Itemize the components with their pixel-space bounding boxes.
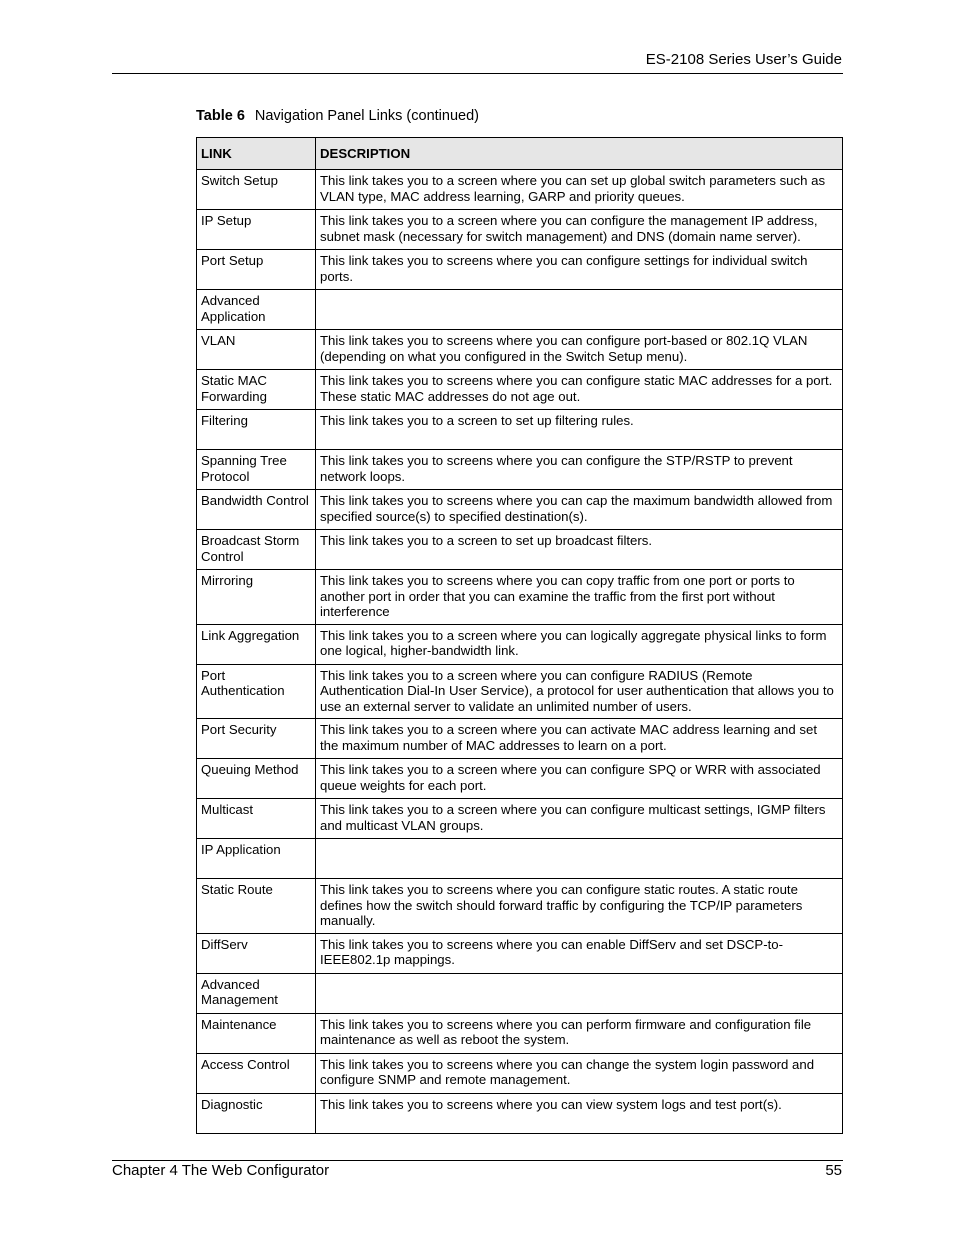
table-row xyxy=(197,624,843,664)
column-header-description: DESCRIPTION xyxy=(316,138,843,170)
table-row xyxy=(197,1053,843,1093)
table-number: Table 6 xyxy=(196,108,245,124)
link-cell: Maintenance xyxy=(197,1013,316,1053)
description-cell: This link takes you to screens where you can view system logs and test port(s). xyxy=(316,1093,843,1133)
table-row xyxy=(197,330,843,370)
link-cell: Switch Setup xyxy=(197,170,316,210)
link-cell: Mirroring xyxy=(197,570,316,625)
description-cell: This link takes you to screens where you can configure port-based or 802.1Q VLAN (depending on what you configured in the Switch Setup menu). xyxy=(316,330,843,370)
table-row xyxy=(197,290,843,330)
table-title: Navigation Panel Links (continued) xyxy=(254,108,479,124)
link-cell: Queuing Method xyxy=(197,759,316,799)
description-cell: This link takes you to a screen where you can configure RADIUS (Remote Authentication Dial-In User Service), a protocol for user authentication that allows you to use an external server to validate an unlimited number of users. xyxy=(316,664,843,719)
description-cell: This link takes you to screens where you can configure static routes. A static route defines how the switch should forward traffic by configuring the TCP/IP parameters manually. xyxy=(316,879,843,934)
link-cell: VLAN xyxy=(197,330,316,370)
link-cell: Advanced Application xyxy=(197,290,316,330)
description-cell: This link takes you to screens where you can configure settings for individual switch ports. xyxy=(316,250,843,290)
link-cell: Port Authentication xyxy=(197,664,316,719)
link-cell: DiffServ xyxy=(197,933,316,973)
guide-title: ES-2108 Series User’s Guide xyxy=(645,51,842,68)
link-cell: IP Application xyxy=(197,839,316,879)
table-row xyxy=(197,170,843,210)
navigation-panel-links-table xyxy=(196,137,843,1134)
description-cell: This link takes you to screens where you can perform firmware and configuration file maintenance as well as reboot the system. xyxy=(316,1013,843,1053)
table-row xyxy=(197,933,843,973)
description-cell: This link takes you to a screen where you can configure the management IP address, subnet mask (necessary for switch management) and DNS (domain name server). xyxy=(316,210,843,250)
link-cell: Bandwidth Control xyxy=(197,490,316,530)
link-cell: Link Aggregation xyxy=(197,624,316,664)
link-cell: Diagnostic xyxy=(197,1093,316,1133)
table-body xyxy=(197,170,843,1134)
footer-divider xyxy=(112,1160,843,1161)
table-row xyxy=(197,799,843,839)
link-cell: Port Setup xyxy=(197,250,316,290)
description-cell: This link takes you to screens where you can change the system login password and configure SNMP and remote management. xyxy=(316,1053,843,1093)
chapter-title: Chapter 4 The Web Configurator xyxy=(112,1162,330,1179)
description-cell: This link takes you to a screen where you can logically aggregate physical links to form one logical, higher-bandwidth link. xyxy=(316,624,843,664)
table-row xyxy=(197,1093,843,1133)
table-row xyxy=(197,530,843,570)
description-cell: This link takes you to screens where you can enable DiffServ and set DSCP-to-IEEE802.1p mappings. xyxy=(316,933,843,973)
link-cell: Static MAC Forwarding xyxy=(197,370,316,410)
table-row xyxy=(197,973,843,1013)
table-row xyxy=(197,570,843,625)
description-cell: This link takes you to screens where you can configure the STP/RSTP to prevent network loops. xyxy=(316,450,843,490)
table-row xyxy=(197,879,843,934)
table-caption xyxy=(196,108,479,124)
table-row xyxy=(197,664,843,719)
description-cell: This link takes you to screens where you can configure static MAC addresses for a port. These static MAC addresses do not age out. xyxy=(316,370,843,410)
description-cell: This link takes you to screens where you can copy traffic from one port or ports to another port in order that you can examine the traffic from the first port without interference xyxy=(316,570,843,625)
description-cell xyxy=(316,290,843,330)
table-row xyxy=(197,370,843,410)
table-row xyxy=(197,410,843,450)
link-cell: Static Route xyxy=(197,879,316,934)
link-cell: Spanning Tree Protocol xyxy=(197,450,316,490)
page-number: 55 xyxy=(825,1162,842,1179)
description-cell: This link takes you to a screen to set up broadcast filters. xyxy=(316,530,843,570)
column-header-link: LINK xyxy=(197,138,316,170)
table-row xyxy=(197,759,843,799)
header-divider xyxy=(112,73,843,74)
link-cell: Port Security xyxy=(197,719,316,759)
link-cell: Advanced Management xyxy=(197,973,316,1013)
description-cell xyxy=(316,973,843,1013)
description-cell: This link takes you to a screen where you can set up global switch parameters such as VLAN type, MAC address learning, GARP and priority queues. xyxy=(316,170,843,210)
link-cell: IP Setup xyxy=(197,210,316,250)
description-cell: This link takes you to a screen where you can configure multicast settings, IGMP filters and multicast VLAN groups. xyxy=(316,799,843,839)
link-cell: Broadcast Storm Control xyxy=(197,530,316,570)
table-row xyxy=(197,250,843,290)
description-cell: This link takes you to a screen where you can configure SPQ or WRR with associated queue weights for each port. xyxy=(316,759,843,799)
description-cell xyxy=(316,839,843,879)
table-row xyxy=(197,210,843,250)
table-header-row xyxy=(197,138,843,170)
table-row xyxy=(197,490,843,530)
table-row xyxy=(197,450,843,490)
description-cell: This link takes you to a screen to set up filtering rules. xyxy=(316,410,843,450)
table-row xyxy=(197,1013,843,1053)
description-cell: This link takes you to a screen where you can activate MAC address learning and set the maximum number of MAC addresses to learn on a port. xyxy=(316,719,843,759)
link-cell: Access Control xyxy=(197,1053,316,1093)
link-cell: Multicast xyxy=(197,799,316,839)
table-row xyxy=(197,839,843,879)
link-cell: Filtering xyxy=(197,410,316,450)
description-cell: This link takes you to screens where you can cap the maximum bandwidth allowed from specified source(s) to specified destination(s). xyxy=(316,490,843,530)
table-row xyxy=(197,719,843,759)
